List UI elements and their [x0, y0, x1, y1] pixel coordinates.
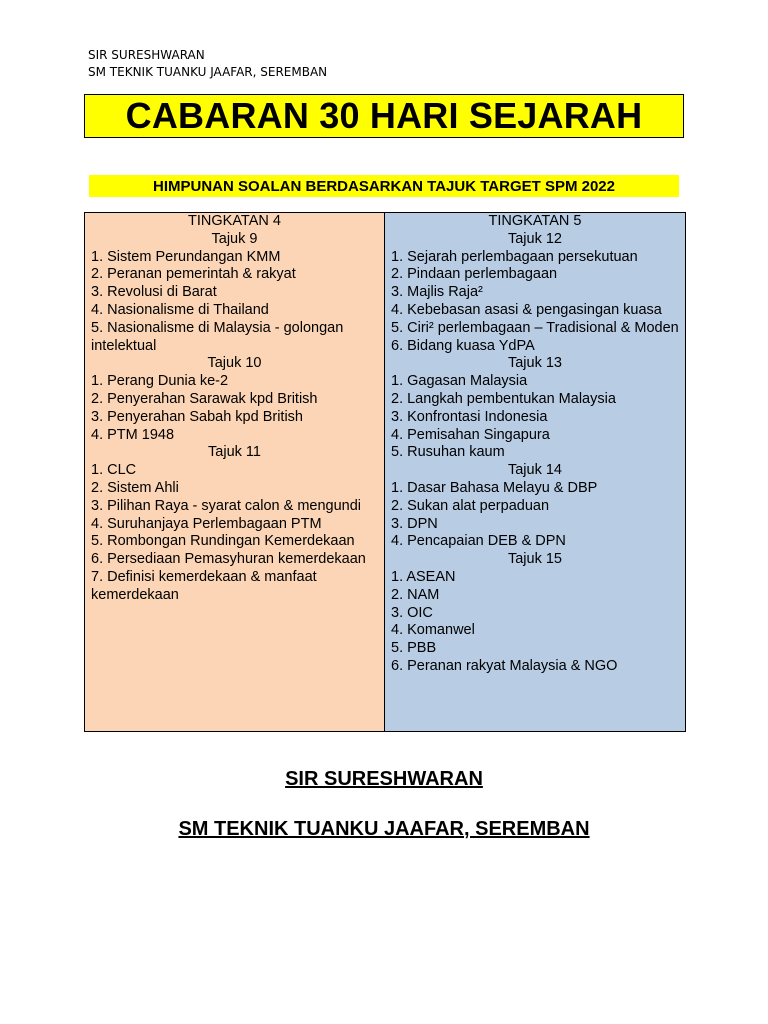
list-item: 5. Rusuhan kaum: [391, 444, 505, 461]
list-item: 4. Pemisahan Singapura: [391, 426, 550, 443]
list-item: 3. Konfrontasi Indonesia: [391, 408, 548, 425]
list-item: 4. Nasionalisme di Thailand: [91, 301, 269, 318]
list-item: 2. Langkah pembentukan Malaysia: [391, 390, 616, 407]
list-item: 1. Perang Dunia ke-2: [91, 373, 229, 390]
list-item: 1. ASEAN: [391, 568, 456, 585]
column-heading: TINGKATAN 5: [488, 213, 582, 229]
list-item: 6. Bidang kuasa YdPA: [391, 337, 535, 354]
list-item: 6. Persediaan Pemasyhuran kemerdekaan: [91, 551, 366, 568]
topics-table: [84, 212, 686, 732]
header-author: SIR SURESHWARAN: [88, 48, 205, 62]
footer-school: [0, 818, 768, 841]
list-item: 3. Revolusi di Barat: [91, 284, 217, 301]
header-school: SM TEKNIK TUANKU JAAFAR, SEREMBAN: [88, 65, 328, 79]
list-item: 3. Pilihan Raya - syarat calon & mengundi: [91, 497, 362, 514]
list-item: 5. Rombongan Rundingan Kemerdekaan: [91, 533, 355, 550]
page-subtitle: HIMPUNAN SOALAN BERDASARKAN TAJUK TARGET SPM 2022: [153, 177, 615, 195]
list-item: 3. Penyerahan Sabah kpd British: [91, 408, 303, 425]
list-item: 3. DPN: [391, 515, 438, 532]
list-item: 4. PTM 1948: [91, 426, 175, 443]
footer-author: [0, 768, 768, 791]
list-item: 3. OIC: [391, 604, 433, 621]
footer-author-text: SIR SURESHWARAN: [285, 768, 483, 790]
title-banner: [84, 94, 684, 138]
list-item: 5. PBB: [391, 640, 437, 657]
list-item: 1. Gagasan Malaysia: [391, 373, 528, 390]
list-item: 4. Pencapaian DEB & DPN: [391, 533, 566, 550]
subtitle-banner: [89, 175, 679, 197]
list-item: 6. Peranan rakyat Malaysia & NGO: [391, 657, 618, 674]
list-item: 1. Dasar Bahasa Melayu & DBP: [391, 479, 598, 496]
topic-heading: Tajuk 12: [507, 230, 562, 247]
list-item: 1. Sejarah perlembagaan persekutuan: [391, 248, 638, 265]
list-item: 5. Nasionalisme di Malaysia - golongan intelektual: [91, 319, 344, 354]
list-item: 2. Sukan alat perpaduan: [391, 497, 550, 514]
topic-heading: Tajuk 11: [208, 444, 261, 461]
page-title: CABARAN 30 HARI SEJARAH: [125, 95, 643, 136]
list-item: 2. Sistem Ahli: [91, 479, 179, 496]
list-item: 4. Komanwel: [391, 622, 475, 639]
tingkatan-5-column: [385, 213, 685, 731]
topic-heading: Tajuk 9: [211, 230, 258, 247]
topic-heading: Tajuk 14: [507, 462, 562, 479]
list-item: 1. Sistem Perundangan KMM: [91, 248, 281, 265]
topic-heading: Tajuk 10: [207, 355, 262, 372]
tingkatan-4-column: [85, 213, 385, 731]
topic-heading: Tajuk 13: [507, 355, 562, 372]
list-item: 4. Kebebasan asasi & pengasingan kuasa: [391, 301, 662, 318]
list-item: 2. NAM: [391, 586, 440, 603]
list-item: 2. Peranan pemerintah & rakyat: [91, 266, 296, 283]
topic-heading: Tajuk 15: [507, 551, 562, 568]
list-item: 5. Ciri² perlembagaan – Tradisional & Moden: [391, 319, 679, 336]
list-item: 3. Majlis Raja²: [391, 284, 483, 301]
footer-school-text: SM TEKNIK TUANKU JAAFAR, SEREMBAN: [178, 818, 590, 840]
list-item: 4. Suruhanjaya Perlembagaan PTM: [91, 515, 322, 532]
list-item: 2. Pindaan perlembagaan: [391, 266, 558, 283]
list-item: 1. CLC: [91, 462, 137, 479]
list-item: 7. Definisi kemerdekaan & manfaat kemerdekaan: [91, 568, 317, 603]
list-item: 2. Penyerahan Sarawak kpd British: [91, 390, 318, 407]
column-heading: TINGKATAN 4: [188, 213, 281, 229]
